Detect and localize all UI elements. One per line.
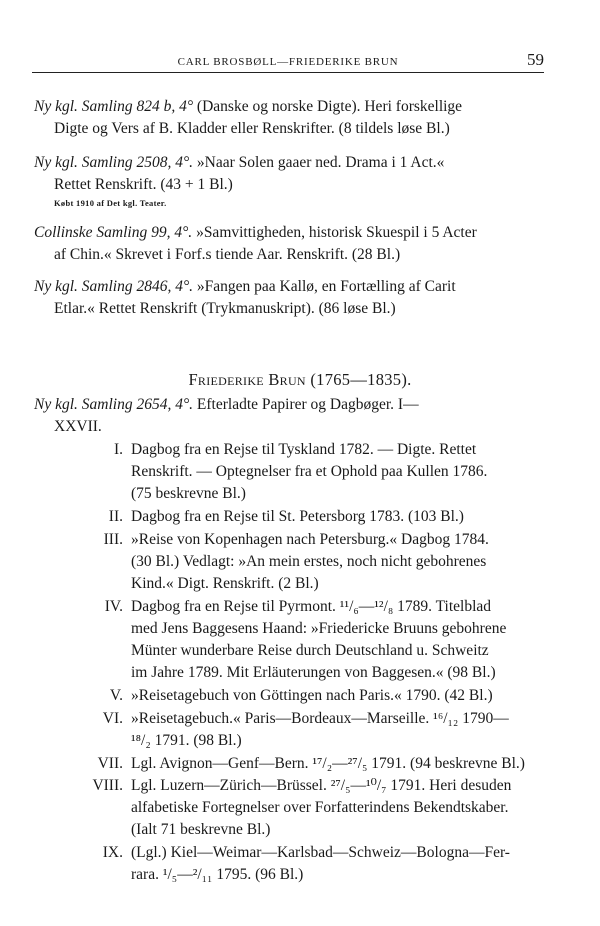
- entry-text: »Fangen paa Kallø, en Fortælling af Carit: [193, 278, 456, 295]
- running-title: CARL BROSBØLL—FRIEDERIKE BRUN: [177, 56, 399, 68]
- volume-line: rara. ¹/₅—²/₁₁ 1795. (96 Bl.): [131, 866, 304, 884]
- volume-line: »Reisetagebuch von Göttingen nach Paris.« 1790. (42 Bl.): [131, 687, 493, 705]
- entry-text: Etlar.« Rettet Renskrift (Trykmanuskript). (86 løse Bl.): [54, 300, 396, 317]
- volume-line: Renskrift. — Optegnelser fra et Ophold paa Kullen 1786.: [131, 463, 488, 480]
- provenance-note: Købt 1910 af Det kgl. Teater.: [54, 198, 167, 208]
- volume-description: [131, 529, 547, 595]
- volume-line: (30 Bl.) Vedlagt: »An mein erstes, noch nicht gebohrenes: [131, 552, 487, 570]
- section-dates: (1765—1835).: [310, 370, 412, 389]
- shelf-mark: Ny kgl. Samling 2846, 4°.: [34, 278, 194, 295]
- volume-number: VIII.: [92, 777, 123, 794]
- catalog-entry: [34, 222, 544, 266]
- volume-line: ¹⁸/₂ 1791. (98 Bl.): [131, 731, 242, 749]
- entry-text: Efterladte Papirer og Dagbøger. I—: [193, 396, 419, 413]
- volume-line: Dagbog fra en Rejse til St. Petersborg 1783. (103 Bl.): [131, 508, 464, 526]
- entry-text: »Samvittigheden, historisk Skuespil i 5 Acter: [192, 224, 477, 241]
- catalog-entry: [34, 96, 544, 140]
- volume-number: I.: [113, 441, 123, 458]
- page-header: [32, 46, 544, 73]
- shelf-mark: Ny kgl. Samling 824 b, 4°: [34, 98, 194, 115]
- volume-number: IX.: [102, 844, 123, 862]
- entry-text: af Chin.« Skrevet i Forf.s tiende Aar. Renskrift. (28 Bl.): [54, 246, 401, 263]
- volume-description: [131, 596, 547, 684]
- volume-line: (Lgl.) Kiel—Weimar—Karlsbad—Schweiz—Bologna—Fer-: [131, 844, 510, 862]
- shelf-mark: Ny kgl. Samling 2508, 4°.: [34, 154, 194, 171]
- volume-line: »Reisetagebuch.« Paris—Bordeaux—Marseille. ¹⁶/₁₂ 1790—: [131, 709, 509, 727]
- volume-line: Dagbog fra en Rejse til Tyskland 1782. — Digte. Rettet: [131, 441, 477, 458]
- volume-description: [131, 685, 547, 707]
- entry-text: »Naar Solen gaaer ned. Drama i 1 Act.«: [193, 154, 445, 171]
- catalog-entry: [34, 152, 544, 210]
- volume-description: [131, 506, 547, 528]
- volume-line: Lgl. Avignon—Genf—Bern. ¹⁷/₂—²⁷/₅ 1791. (94 beskrevne Bl.): [131, 754, 525, 772]
- volume-line: Dagbog fra en Rejse til Pyrmont. ¹¹/₆—¹²/₈ 1789. Titelblad: [131, 597, 492, 615]
- shelf-mark: Collinske Samling 99, 4°.: [34, 224, 193, 241]
- volume-line: Lgl. Luzern—Zürich—Brüssel. ²⁷/₅—¹⁰/₇ 1791. Heri desuden: [131, 777, 512, 794]
- volume-description: [131, 753, 547, 775]
- entry-text: Rettet Renskrift. (43 + 1 Bl.): [54, 176, 233, 193]
- volume-number: VI.: [102, 709, 123, 727]
- volume-number: II.: [108, 508, 123, 526]
- section-heading: [0, 370, 600, 390]
- volume-description: [131, 439, 547, 505]
- catalog-entry: [34, 276, 544, 320]
- volume-description: [131, 708, 547, 752]
- entry-text: Digte og Vers af B. Kladder eller Renskrifter. (8 tildels løse Bl.): [54, 120, 450, 137]
- volume-description: [131, 842, 547, 886]
- volume-line: Kind.« Digt. Renskrift. (2 Bl.): [131, 574, 319, 592]
- shelf-mark: Ny kgl. Samling 2654, 4°.: [34, 396, 194, 413]
- volume-line: alfabetiske Fortegnelser over Forfatterindens Bekendtskaber.: [131, 799, 509, 816]
- volume-line: (Ialt 71 beskrevne Bl.): [131, 821, 271, 838]
- volume-line: im Jahre 1789. Mit Erläuterungen von Baggesen.« (98 Bl.): [131, 663, 496, 681]
- volume-number: IV.: [104, 597, 123, 615]
- volume-line: med Jens Baggesens Haand: »Friedericke Bruuns gebohrene: [131, 619, 507, 637]
- volume-line: (75 beskrevne Bl.): [131, 485, 246, 502]
- entry-text: (Danske og norske Digte). Heri forskellige: [193, 98, 463, 115]
- volume-line: »Reise von Kopenhagen nach Petersburg.« Dagbog 1784.: [131, 530, 489, 548]
- volume-number: III.: [103, 530, 123, 548]
- volume-line: Münter wunderbare Reise durch Deutschland u. Schweitz: [131, 641, 489, 659]
- entry-text: XXVII.: [54, 418, 102, 435]
- page-number: 59: [527, 50, 544, 69]
- volume-description: [131, 775, 547, 841]
- section-name: Friederike Brun: [188, 370, 306, 389]
- volume-number: V.: [109, 687, 123, 705]
- catalog-entry: [34, 394, 544, 438]
- volume-number: VII.: [97, 754, 123, 772]
